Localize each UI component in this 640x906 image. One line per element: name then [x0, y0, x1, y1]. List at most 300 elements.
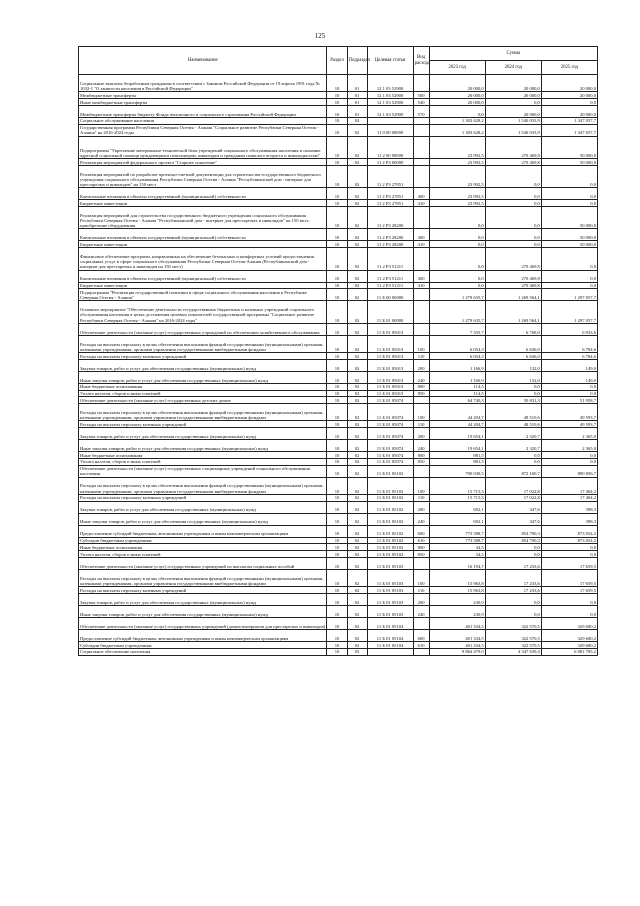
cell-2025: 17 659,5: [541, 587, 597, 594]
header-subsection: Подраздел: [347, 47, 367, 75]
table-row: [79, 440, 598, 452]
cell-article: 11 2 P3 51211: [367, 282, 413, 289]
cell-section: 10: [327, 558, 347, 570]
cell-article: 11 Б 01 05013: [367, 383, 413, 390]
cell-2025: 50 000,0: [541, 136, 597, 158]
cell-article: 11 Б 01 05102: [367, 513, 413, 525]
cell-section: 10: [327, 606, 347, 618]
table-row: [79, 618, 598, 630]
cell-2025: 890 856,7: [541, 465, 597, 477]
cell-subsection: 03: [347, 648, 367, 655]
table-row: [79, 241, 598, 248]
cell-2024: 17 233,6: [485, 587, 541, 594]
cell-subsection: 02: [347, 158, 367, 165]
cell-name: Предоставление субсидий бюджетным, автономным учреждениям и иным некоммерческим организациям: [79, 525, 327, 537]
cell-2023: 790 030,5: [429, 465, 485, 477]
cell-name: Уплата налогов, сборов и иных платежей: [79, 390, 327, 397]
table-row: [79, 206, 598, 228]
cell-article: 11 Б 01 05074: [367, 421, 413, 428]
table-row: [79, 642, 598, 649]
cell-2024: 20 000,0: [485, 105, 541, 117]
cell-article: 11 Б 01 05074: [367, 458, 413, 465]
cell-2023: 0,0: [429, 270, 485, 282]
cell-2023: 19 654,1: [429, 440, 485, 452]
cell-article: 11 Б 01 05103: [367, 570, 413, 587]
cell-section: 10: [327, 630, 347, 642]
cell-2025: 0,0: [541, 551, 597, 558]
cell-expense-type: 500: [413, 92, 429, 99]
cell-section: 10: [327, 525, 347, 537]
cell-2023: 34,5: [429, 551, 485, 558]
table-row: [79, 92, 598, 99]
cell-section: 10: [327, 397, 347, 404]
cell-name: Расходы на выплаты персоналу в целях обеспечения выполнения функций государственными (муниципальными) органами, казенными учреждениями, органами управления государственными внебюджетными фондами: [79, 570, 327, 587]
cell-expense-type: 850: [413, 390, 429, 397]
cell-2024: 1 269 564,1: [485, 301, 541, 323]
cell-2024: 0,0: [485, 383, 541, 390]
cell-2024: 17 233,6: [485, 558, 541, 570]
cell-2024: 6 768,0: [485, 323, 541, 335]
page-number: 125: [314, 32, 326, 40]
cell-2023: 0,0: [429, 241, 485, 248]
cell-2023: 230,9: [429, 606, 485, 618]
cell-2023: 0,0: [429, 206, 485, 228]
table-row: [79, 428, 598, 440]
cell-expense-type: [413, 558, 429, 570]
cell-subsection: 02: [347, 404, 367, 421]
cell-2025: 50 000,0: [541, 241, 597, 248]
cell-section: 10: [327, 248, 347, 270]
table-row: [79, 282, 598, 289]
cell-expense-type: 100: [413, 477, 429, 494]
cell-2024: 0,0: [485, 165, 541, 187]
cell-name: Закупка товаров, работ и услуг для обеспечения государственных (муниципальных) нужд: [79, 594, 327, 606]
cell-subsection: 02: [347, 289, 367, 301]
cell-2024: 270 469,8: [485, 270, 541, 282]
cell-2025: 0,0: [541, 282, 597, 289]
cell-2023: 19 654,1: [429, 428, 485, 440]
cell-2023: 230,9: [429, 594, 485, 606]
cell-2024: 0,0: [485, 452, 541, 459]
cell-2024: 854 790,3: [485, 525, 541, 537]
cell-name: Иные закупки товаров, работ и услуг для обеспечения государственных (муниципальных) нужд: [79, 513, 327, 525]
cell-2024: 1 540 033,9: [485, 117, 541, 124]
cell-2023: 773 588,7: [429, 537, 485, 544]
cell-name: Закупка товаров, работ и услуг для обеспечения государственных (муниципальных) нужд: [79, 359, 327, 371]
cell-2025: 49 593,7: [541, 421, 597, 428]
cell-expense-type: 400: [413, 270, 429, 282]
cell-2025: 6 081 785,2: [541, 648, 597, 655]
cell-expense-type: 800: [413, 383, 429, 390]
cell-section: 10: [327, 229, 347, 241]
cell-article: 12 1 03 52900: [367, 105, 413, 117]
cell-2025: 873 054,2: [541, 525, 597, 537]
header-2023: 2023 год: [429, 61, 485, 75]
cell-expense-type: 100: [413, 335, 429, 352]
cell-2025: 0,0: [541, 606, 597, 618]
cell-section: 10: [327, 477, 347, 494]
cell-2025: 0,0: [541, 98, 597, 105]
cell-name: Закупка товаров, работ и услуг для обеспечения государственных (муниципальных) нужд: [79, 428, 327, 440]
cell-2025: 0,0: [541, 544, 597, 551]
cell-name: Межбюджетные трансферты бюджету Фонда пенсионного и социального страхования Российской Федерации: [79, 105, 327, 117]
cell-subsection: 02: [347, 544, 367, 551]
cell-section: 10: [327, 440, 347, 452]
cell-article: [367, 648, 413, 655]
cell-subsection: 02: [347, 200, 367, 207]
cell-2024: 854 790,3: [485, 537, 541, 544]
cell-name: Уплата налогов, сборов и иных платежей: [79, 458, 327, 465]
cell-article: 11 2 P3 27851: [367, 165, 413, 187]
table-row: [79, 200, 598, 207]
table-row: [79, 452, 598, 459]
cell-section: 10: [327, 570, 347, 587]
cell-article: 11 Б 01 05102: [367, 494, 413, 501]
cell-article: 11 Б 00 00000: [367, 289, 413, 301]
cell-name: Бюджетные инвестиции: [79, 282, 327, 289]
cell-section: 10: [327, 75, 347, 92]
cell-section: 10: [327, 544, 347, 551]
cell-expense-type: [413, 289, 429, 301]
cell-2024: 0,0: [485, 200, 541, 207]
table-row: [79, 630, 598, 642]
table-row: [79, 570, 598, 587]
cell-2025: 17 404,2: [541, 477, 597, 494]
cell-2023: 9 864 479,0: [429, 648, 485, 655]
cell-name: Закупка товаров, работ и услуг для обеспечения государственных (муниципальных) нужд: [79, 501, 327, 513]
cell-article: 11 Б 01 05013: [367, 352, 413, 359]
cell-name: Межбюджетные трансферты: [79, 92, 327, 99]
table-row: [79, 165, 598, 187]
cell-expense-type: 240: [413, 606, 429, 618]
cell-2025: 329 680,2: [541, 618, 597, 630]
cell-subsection: 02: [347, 606, 367, 618]
cell-2024: 6 636,0: [485, 352, 541, 359]
cell-article: 11 Б 01 05104: [367, 630, 413, 642]
cell-2023: 773 588,7: [429, 525, 485, 537]
cell-subsection: 01: [347, 105, 367, 117]
cell-2023: 7 335,7: [429, 323, 485, 335]
cell-expense-type: [413, 648, 429, 655]
cell-2023: 1 279 635,7: [429, 301, 485, 323]
cell-expense-type: 400: [413, 229, 429, 241]
table-body: [79, 75, 598, 656]
cell-subsection: 02: [347, 352, 367, 359]
cell-section: 10: [327, 383, 347, 390]
cell-name: Капитальные вложения в объекты государственной (муниципальной) собственности: [79, 270, 327, 282]
cell-subsection: 02: [347, 335, 367, 352]
cell-expense-type: [413, 75, 429, 92]
cell-2024: 270 469,8: [485, 158, 541, 165]
cell-section: 10: [327, 301, 347, 323]
cell-2023: 1 279 635,7: [429, 289, 485, 301]
cell-expense-type: [413, 124, 429, 136]
cell-section: 10: [327, 270, 347, 282]
cell-2023: 23 992,5: [429, 188, 485, 200]
cell-expense-type: 850: [413, 551, 429, 558]
cell-subsection: 02: [347, 421, 367, 428]
cell-2024: 1 269 564,1: [485, 289, 541, 301]
cell-section: 10: [327, 594, 347, 606]
cell-2025: 329 680,2: [541, 642, 597, 649]
table-row: [79, 421, 598, 428]
table-row: [79, 188, 598, 200]
cell-2024: 132,0: [485, 371, 541, 383]
cell-section: 10: [327, 428, 347, 440]
header-expense-type: Вид расхода: [413, 47, 429, 75]
cell-article: 11 Б 01 05102: [367, 544, 413, 551]
cell-expense-type: 100: [413, 570, 429, 587]
table-row: [79, 124, 598, 136]
cell-subsection: 02: [347, 458, 367, 465]
cell-2025: 0,0: [541, 452, 597, 459]
cell-2025: 2 365,0: [541, 428, 597, 440]
cell-article: 11 Б 01 05102: [367, 525, 413, 537]
table-row: [79, 465, 598, 477]
cell-2023: 6 054,3: [429, 335, 485, 352]
cell-2025: 0,0: [541, 594, 597, 606]
cell-article: [367, 117, 413, 124]
cell-article: 11 Б 01 05013: [367, 390, 413, 397]
table-row: [79, 551, 598, 558]
cell-article: 11 2 P3 00000: [367, 158, 413, 165]
cell-article: 11 2 P3 28200: [367, 241, 413, 248]
cell-article: 11 2 P3 51211: [367, 248, 413, 270]
cell-article: 12 1 03 52900: [367, 92, 413, 99]
cell-2025: 873 054,2: [541, 537, 597, 544]
cell-article: 11 Б 01 05104: [367, 618, 413, 630]
cell-2023: 0,0: [429, 229, 485, 241]
cell-2024: 0,0: [485, 229, 541, 241]
cell-2024: 322 570,5: [485, 642, 541, 649]
table-row: [79, 494, 598, 501]
cell-name: Иные закупки товаров, работ и услуг для обеспечения государственных (муниципальных) нужд: [79, 440, 327, 452]
cell-expense-type: 800: [413, 452, 429, 459]
cell-2023: 15 963,8: [429, 570, 485, 587]
cell-2025: 398,3: [541, 501, 597, 513]
cell-article: 11 0 00 00000: [367, 124, 413, 136]
cell-name: Обеспечение деятельности (оказание услуг) государственных детских домов: [79, 397, 327, 404]
cell-2024: 270 469,8: [485, 248, 541, 270]
cell-article: 11 Б 01 05102: [367, 477, 413, 494]
cell-section: 10: [327, 537, 347, 544]
cell-subsection: 02: [347, 383, 367, 390]
cell-article: 11 Б 01 05103: [367, 558, 413, 570]
cell-name: Расходы на выплаты персоналу казенных учреждений: [79, 587, 327, 594]
table-header: [79, 47, 598, 75]
cell-2024: 0,0: [485, 390, 541, 397]
cell-section: 10: [327, 200, 347, 207]
cell-expense-type: 600: [413, 525, 429, 537]
cell-subsection: 02: [347, 594, 367, 606]
cell-2024: 0,0: [485, 544, 541, 551]
cell-expense-type: 400: [413, 188, 429, 200]
cell-subsection: 02: [347, 206, 367, 228]
cell-expense-type: [413, 465, 429, 477]
cell-article: 11 Б 01 05102: [367, 551, 413, 558]
table-row: [79, 606, 598, 618]
cell-section: 10: [327, 465, 347, 477]
table-row: [79, 117, 598, 124]
cell-name: Финансовое обеспечение программ, направленных на обеспечение безопасных и комфортных условий предоставления социальных услуг в сфере социального обслуживания Республики Северная Осетия-Алания (Республиканский дом - интернат для престарелых и инвалидов на 150 мест): [79, 248, 327, 270]
table-row: [79, 359, 598, 371]
cell-section: 10: [327, 359, 347, 371]
cell-subsection: 02: [347, 551, 367, 558]
cell-expense-type: 200: [413, 428, 429, 440]
cell-2024: 0,0: [485, 594, 541, 606]
table-row: [79, 558, 598, 570]
cell-2025: 0,0: [541, 270, 597, 282]
table-row: [79, 501, 598, 513]
cell-2024: 48 510,6: [485, 404, 541, 421]
cell-2023: 34,5: [429, 544, 485, 551]
cell-subsection: 02: [347, 428, 367, 440]
table-row: [79, 335, 598, 352]
header-2025: 2025 год: [541, 61, 597, 75]
cell-section: 10: [327, 92, 347, 99]
cell-2025: 51 958,7: [541, 397, 597, 404]
cell-name: Расходы на выплаты персоналу казенных учреждений: [79, 421, 327, 428]
cell-section: 10: [327, 98, 347, 105]
cell-article: 11 Б 01 05103: [367, 594, 413, 606]
cell-section: 10: [327, 352, 347, 359]
cell-name: Социальные выплаты безработным гражданам в соответствии с Законом Российской Федерации от 19 апреля 1991 года № 1032-1 "О занятости населения в Российской Федерации": [79, 75, 327, 92]
cell-article: 11 Б 01 00000: [367, 301, 413, 323]
cell-name: Социальное обеспечение населения: [79, 648, 327, 655]
cell-section: 10: [327, 421, 347, 428]
cell-subsection: 02: [347, 248, 367, 270]
cell-expense-type: 800: [413, 544, 429, 551]
table-row: [79, 537, 598, 544]
table-row: [79, 229, 598, 241]
cell-2023: 0,0: [429, 282, 485, 289]
header-section: Раздел: [327, 47, 347, 75]
cell-section: 10: [327, 158, 347, 165]
cell-expense-type: 200: [413, 501, 429, 513]
cell-subsection: 01: [347, 75, 367, 92]
cell-expense-type: 410: [413, 241, 429, 248]
cell-2023: 23 992,5: [429, 158, 485, 165]
cell-article: 11 2 P3 27851: [367, 188, 413, 200]
cell-2024: 0,0: [485, 206, 541, 228]
cell-name: Субсидии бюджетным учреждениям: [79, 642, 327, 649]
cell-2024: 322 570,5: [485, 630, 541, 642]
cell-expense-type: [413, 158, 429, 165]
cell-article: 11 2 00 00000: [367, 136, 413, 158]
cell-subsection: 02: [347, 282, 367, 289]
cell-expense-type: [413, 136, 429, 158]
cell-subsection: 02: [347, 124, 367, 136]
cell-2024: 322 570,5: [485, 618, 541, 630]
cell-2025: 1 297 057,7: [541, 289, 597, 301]
cell-subsection: 02: [347, 525, 367, 537]
cell-expense-type: 240: [413, 513, 429, 525]
cell-subsection: 02: [347, 241, 367, 248]
cell-subsection: 02: [347, 642, 367, 649]
cell-2024: 20 000,0: [485, 75, 541, 92]
cell-article: 11 Б 01 05013: [367, 335, 413, 352]
cell-expense-type: 110: [413, 587, 429, 594]
table-row: [79, 525, 598, 537]
cell-2025: 149,0: [541, 359, 597, 371]
cell-article: 11 Б 01 05102: [367, 465, 413, 477]
cell-name: Субсидии бюджетным учреждениям: [79, 537, 327, 544]
table-row: [79, 289, 598, 301]
cell-2023: 114,5: [429, 383, 485, 390]
cell-article: 11 2 P3 51211: [367, 270, 413, 282]
cell-2025: 6 784,6: [541, 352, 597, 359]
cell-2024: 132,0: [485, 359, 541, 371]
cell-2023: 1 166,9: [429, 371, 485, 383]
header-sum: Сумма: [429, 47, 597, 61]
cell-article: 11 Б 01 05074: [367, 440, 413, 452]
cell-2023: 692,1: [429, 501, 485, 513]
table-row: [79, 587, 598, 594]
cell-name: Иные закупки товаров, работ и услуг для обеспечения государственных (муниципальных) нужд: [79, 606, 327, 618]
cell-subsection: 02: [347, 117, 367, 124]
cell-article: 11 Б 01 05103: [367, 587, 413, 594]
table-row: [79, 136, 598, 158]
cell-expense-type: [413, 165, 429, 187]
cell-article: 11 Б 01 05074: [367, 397, 413, 404]
cell-expense-type: 600: [413, 630, 429, 642]
cell-name: Обеспечение деятельности (оказание услуг) государственных учреждений по обеспечению хозяйственного обслуживания: [79, 323, 327, 335]
cell-expense-type: 570: [413, 105, 429, 117]
cell-name: Иные закупки товаров, работ и услуг для обеспечения государственных (муниципальных) нужд: [79, 371, 327, 383]
cell-section: 10: [327, 136, 347, 158]
header-article: Целевая статья: [367, 47, 413, 75]
cell-2023: 401 334,5: [429, 642, 485, 649]
table-row: [79, 323, 598, 335]
table-row: [79, 544, 598, 551]
cell-name: Предоставление субсидий бюджетным, автономным учреждениям и иным некоммерческим организациям: [79, 630, 327, 642]
cell-subsection: 02: [347, 270, 367, 282]
cell-section: 10: [327, 404, 347, 421]
cell-expense-type: 240: [413, 371, 429, 383]
cell-2024: 2 320,7: [485, 428, 541, 440]
cell-section: 10: [327, 618, 347, 630]
cell-article: 11 Б 01 05102: [367, 501, 413, 513]
cell-2025: 0,0: [541, 200, 597, 207]
cell-expense-type: 200: [413, 594, 429, 606]
cell-2023: 0,0: [429, 105, 485, 117]
cell-section: 10: [327, 124, 347, 136]
cell-2025: 50 000,0: [541, 229, 597, 241]
cell-subsection: 02: [347, 501, 367, 513]
cell-2025: 0,0: [541, 188, 597, 200]
table-row: [79, 98, 598, 105]
cell-article: 11 Б 01 05013: [367, 359, 413, 371]
cell-subsection: 02: [347, 359, 367, 371]
cell-2023: 15 715,3: [429, 494, 485, 501]
cell-article: 11 Б 01 05074: [367, 404, 413, 421]
cell-expense-type: [413, 301, 429, 323]
cell-2023: 16 194,7: [429, 558, 485, 570]
cell-section: 10: [327, 282, 347, 289]
cell-section: 10: [327, 390, 347, 397]
cell-section: 10: [327, 335, 347, 352]
cell-2023: 23 992,5: [429, 200, 485, 207]
cell-section: 10: [327, 587, 347, 594]
cell-2023: 20 000,0: [429, 92, 485, 99]
table-row: [79, 477, 598, 494]
cell-expense-type: 610: [413, 537, 429, 544]
cell-article: 11 Б 01 05074: [367, 428, 413, 440]
cell-expense-type: [413, 206, 429, 228]
cell-2023: 1 166,9: [429, 359, 485, 371]
cell-section: 10: [327, 494, 347, 501]
cell-2023: 692,1: [429, 513, 485, 525]
